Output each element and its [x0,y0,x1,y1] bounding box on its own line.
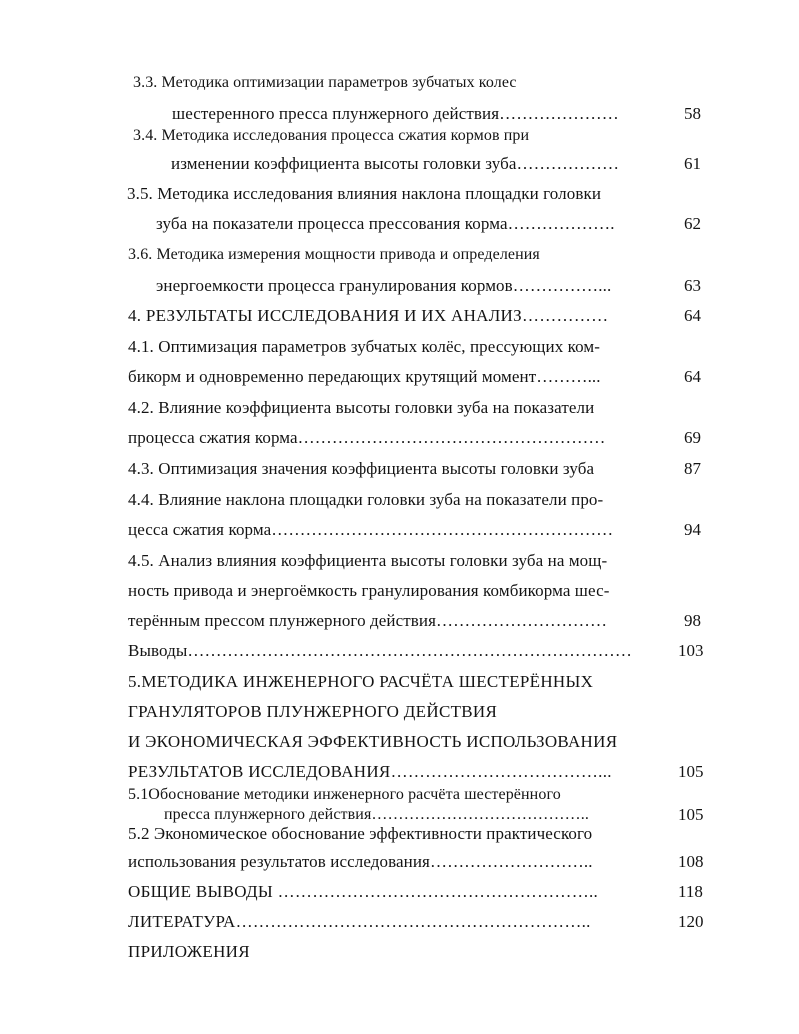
toc-entry-3-4-line-1: 3.4. Методика исследования процесса сжатия кормов при [133,127,530,144]
toc-page-number: 69 [684,428,701,447]
toc-entry-3-6-line-2: энергоемкости процесса гранулирования кормов……………... [156,276,612,295]
toc-page-number: 105 [678,762,704,781]
toc-entry-4-3: 4.3. Оптимизация значения коэффициента высоты головки зуба [128,459,595,478]
toc-page-number: 62 [684,214,701,233]
toc-page-number: 64 [684,306,701,325]
toc-entry-appendices: ПРИЛОЖЕНИЯ [128,942,250,961]
toc-entry-literature: ЛИТЕРАТУРА…………………………………………………….. [128,912,591,931]
toc-entry-5-line-2: ГРАНУЛЯТОРОВ ПЛУНЖЕРНОГО ДЕЙСТВИЯ [128,702,498,721]
toc-entry-3-4-line-2: изменении коэффициента высоты головки зуба……………… [171,154,620,173]
toc-entry-4-2-line-2: процесса сжатия корма……………………………………………… [128,428,606,447]
toc-page-number: 103 [678,641,704,660]
toc-entry-3-3-line-1: 3.3. Методика оптимизации параметров зубчатых колес [133,74,517,91]
toc-entry-4-heading: 4. РЕЗУЛЬТАТЫ ИССЛЕДОВАНИЯ И ИХ АНАЛИЗ…………… [128,306,609,325]
toc-entry-5-1-line-1: 5.1Обоснование методики инженерного расчёта шестерённого [128,786,561,803]
toc-entry-4-4-line-2: цесса сжатия корма…………………………………………………… [128,520,614,539]
toc-entry-4-5-line-3: терённым прессом плунжерного действия………………………… [128,611,608,630]
toc-entry-4-1-line-2: бикорм и одновременно передающих крутящий момент………... [128,367,601,386]
toc-entry-4-1-line-1: 4.1. Оптимизация параметров зубчатых колёс, прессующих ком- [128,337,601,356]
toc-entry-conclusions: Выводы…………………………………………………………………… [128,641,632,660]
toc-entry-5-2-line-1: 5.2 Экономическое обоснование эффективности практического [128,824,593,843]
toc-page-number: 63 [684,276,701,295]
toc-entry-3-6-line-1: 3.6. Методика измерения мощности привода и определения [128,246,540,263]
toc-entry-5-1-line-2: пресса плунжерного действия………………………………….. [164,806,589,823]
toc-entry-5-line-3: И ЭКОНОМИЧЕСКАЯ ЭФФЕКТИВНОСТЬ ИСПОЛЬЗОВАНИЯ [128,732,618,751]
toc-entry-4-2-line-1: 4.2. Влияние коэффициента высоты головки зуба на показатели [128,398,595,417]
toc-page-number: 87 [684,459,701,478]
toc-page-number: 120 [678,912,704,931]
toc-page-number: 94 [684,520,701,539]
toc-page-number: 61 [684,154,701,173]
toc-entry-3-5-line-2: зуба на показатели процесса прессования корма………………. [156,214,615,233]
toc-page-number: 64 [684,367,701,386]
toc-page-number: 98 [684,611,701,630]
toc-entry-3-3-line-2: шестеренного пресса плунжерного действия………………… [172,104,619,123]
toc-entry-general-conclusions: ОБЩИЕ ВЫВОДЫ ……………………………………………….. [128,882,599,901]
toc-page-number: 108 [678,852,704,871]
toc-page-number: 105 [678,805,704,824]
toc-entry-4-4-line-1: 4.4. Влияние наклона площадки головки зуба на показатели про- [128,490,604,509]
toc-entry-3-5-line-1: 3.5. Методика исследования влияния наклона площадки головки [127,184,602,203]
toc-entry-4-5-line-1: 4.5. Анализ влияния коэффициента высоты головки зуба на мощ- [128,551,608,570]
toc-entry-5-2-line-2: использования результатов исследования……………………….. [128,852,593,871]
toc-page-number: 118 [678,882,703,901]
toc-entry-4-5-line-2: ность привода и энергоёмкость гранулирования комбикорма шес- [128,581,610,600]
toc-entry-5-line-1: 5.МЕТОДИКА ИНЖЕНЕРНОГО РАСЧЁТА ШЕСТЕРЁННЫХ [128,672,594,691]
toc-page-number: 58 [684,104,701,123]
toc-entry-5-line-4: РЕЗУЛЬТАТОВ ИССЛЕДОВАНИЯ………………………………... [128,762,612,781]
